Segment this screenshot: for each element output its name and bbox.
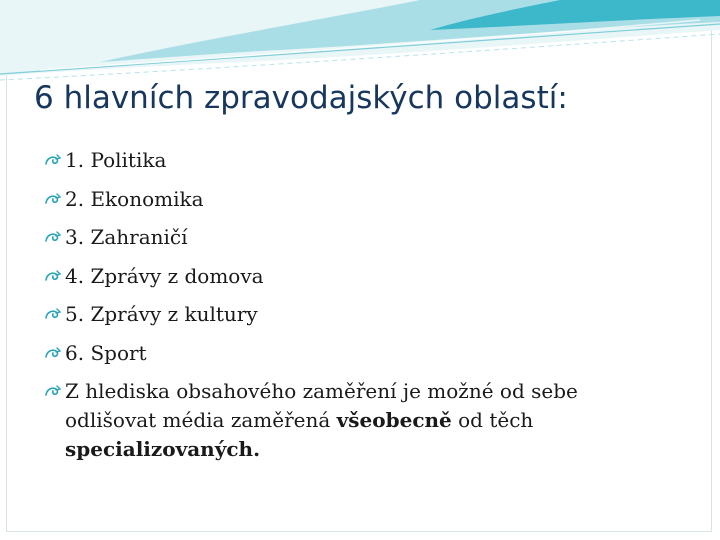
summary-text: Z hlediska obsahového zaměření je možné od sebe odlišovat média zaměřená	[65, 379, 578, 432]
bullet-list	[44, 141, 664, 464]
bullet-text: 2. Ekonomika	[65, 186, 204, 211]
slide-title: 6 hlavních zpravodajských oblastí:	[34, 80, 568, 116]
summary-text-middle: od těch	[451, 408, 534, 432]
curl-arrow-icon	[44, 307, 62, 321]
list-item	[44, 257, 664, 296]
list-item	[44, 334, 664, 373]
list-item	[44, 295, 664, 334]
curl-arrow-icon	[44, 384, 62, 398]
bullet-text: 1. Politika	[65, 148, 167, 172]
bullet-text: 6. Sport	[65, 340, 147, 365]
curl-arrow-icon	[44, 153, 62, 167]
bullet-text: 4. Zprávy z domova	[65, 263, 264, 288]
list-item	[44, 218, 664, 257]
bullet-text: 5. Zprávy z kultury	[65, 302, 258, 326]
summary-emphasis-specialized: specializovaných	[65, 437, 254, 461]
list-item	[44, 141, 664, 180]
summary-item	[44, 372, 664, 464]
list-item	[44, 180, 664, 219]
summary-period: .	[253, 437, 261, 461]
curl-arrow-icon	[44, 269, 62, 283]
bullet-text: 3. Zahraničí	[65, 225, 188, 249]
curl-arrow-icon	[44, 192, 62, 206]
curl-arrow-icon	[44, 346, 62, 360]
summary-emphasis-general: všeobecně	[336, 408, 452, 432]
curl-arrow-icon	[44, 230, 62, 244]
